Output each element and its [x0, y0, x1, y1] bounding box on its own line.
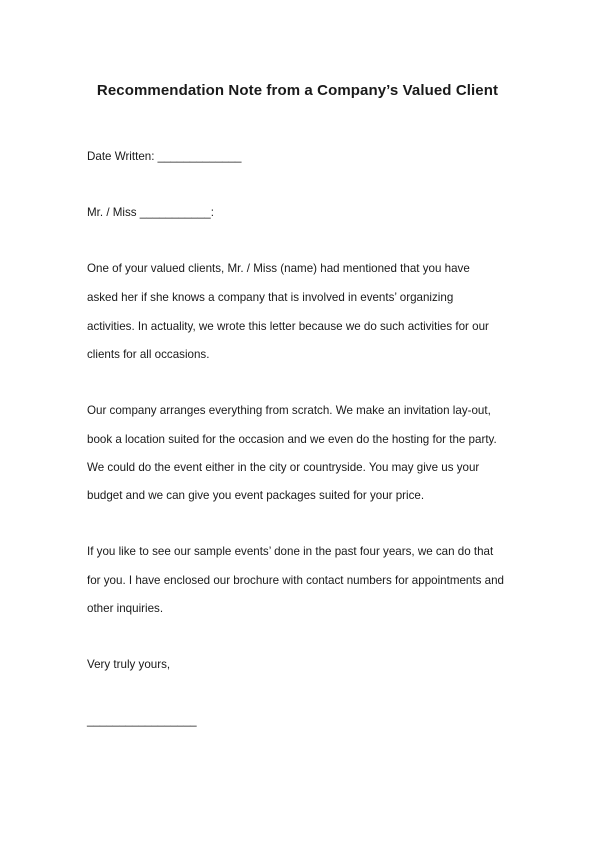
closing-line: Very truly yours, [87, 658, 171, 671]
paragraph-3-line-2: for you. I have enclosed our brochure with contact numbers for appointments and [87, 574, 504, 587]
date-written-line: Date Written: _____________ [87, 150, 242, 163]
salutation-line: Mr. / Miss ___________: [87, 206, 214, 219]
paragraph-3-line-3: other inquiries. [87, 602, 164, 615]
paragraph-2-line-3: We could do the event either in the city or countryside. You may give us your [87, 461, 480, 474]
paragraph-2-line-2: book a location suited for the occasion and we even do the hosting for the party. [87, 433, 497, 446]
paragraph-1-line-2: asked her if she knows a company that is involved in events’ organizing [87, 291, 454, 304]
paragraph-3-line-1: If you like to see our sample events’ done in the past four years, we can do that [87, 545, 494, 558]
paragraph-2-line-1: Our company arranges everything from scratch. We make an invitation lay-out, [87, 404, 491, 417]
paragraph-2-line-4: budget and we can give you event packages suited for your price. [87, 489, 425, 502]
signature-line: _________________ [87, 714, 197, 727]
paragraph-1-line-4: clients for all occasions. [87, 348, 210, 361]
paragraph-1-line-1: One of your valued clients, Mr. / Miss (name) had mentioned that you have [87, 262, 470, 275]
document-title: Recommendation Note from a Company’s Valued Client [96, 82, 499, 99]
paragraph-1-line-3: activities. In actuality, we wrote this letter because we do such activities for our [87, 320, 489, 333]
